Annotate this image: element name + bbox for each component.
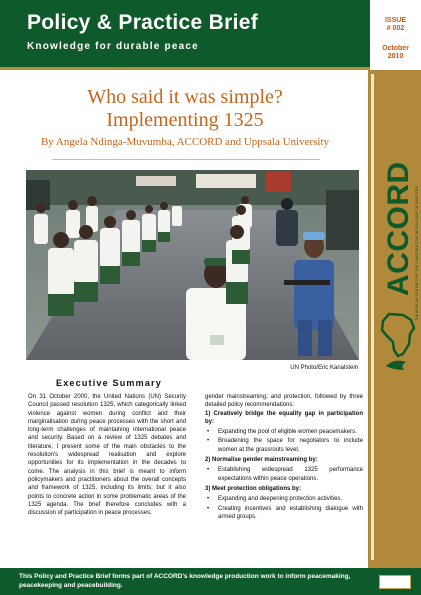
africa-map-icon (382, 314, 414, 356)
recommendation-2-heading: 2) Normalise gender mainstreaming by: (205, 457, 318, 464)
issue-label: ISSUE (384, 17, 406, 24)
dove-icon (386, 361, 406, 370)
issue-year: 2010 (387, 53, 404, 60)
issue-date (370, 45, 421, 61)
footer-text: This Policy and Practice Brief forms part of ACCORD's knowledge production work to inform peacemaking, peacekeeping and peacebuilding. (19, 573, 351, 589)
list-item: • Establishing widespread 1325 performance expectations within peace operations. (205, 466, 363, 483)
recommendation-3-heading: 3) Meet protection obligations by: (205, 485, 302, 492)
summary-intro: gender mainstreaming; and protection, followed by three detailed policy recommendations: (205, 394, 363, 409)
issue-box (370, 0, 421, 70)
author-divider (52, 159, 320, 160)
executive-summary-heading: Executive Summary (56, 378, 162, 388)
recommendation-2-list (205, 466, 363, 483)
footer-bar (0, 568, 421, 595)
issue-info (370, 17, 421, 33)
masthead (0, 0, 370, 70)
accord-tagline-text: THE AFRICAN CENTRE FOR THE CONSTRUCTIVE RESOLUTION OF DISPUTES (415, 186, 419, 321)
article-title-line2: Implementing 1325 (106, 109, 264, 131)
masthead-rule (0, 67, 370, 70)
article-title (0, 86, 370, 132)
recommendation-3-list (205, 495, 363, 521)
issue-number: # 002 (386, 25, 405, 32)
partner-logo (379, 575, 411, 589)
list-item: • Creating incentives and establishing dialogue with armed groups. (205, 505, 363, 522)
list-item: • Expanding the pool of eligible women peacemakers. (205, 428, 363, 436)
accord-sidebar (368, 70, 421, 570)
article-author: By Angela Ndinga-Muvumba, ACCORD and Uppsala University (40, 136, 330, 148)
list-item: • Broadening the space for negotiators to include women at the grassroots level. (205, 437, 363, 454)
photo-credit: UN Photo/Eric Kanalstein (290, 365, 358, 371)
issue-month: October (382, 45, 409, 52)
cover-photo (26, 170, 359, 360)
accord-logo (374, 76, 421, 556)
recommendation-1-list (205, 428, 363, 454)
article-title-line1: Who said it was simple? (87, 86, 283, 108)
summary-left-column (28, 393, 186, 517)
summary-paragraph: On 31 October 2000, the United Nations (UN) Security Council passed resolution 1325, which categorically linked violence against women during conflict and their marginalisation during peace processes with the short and long-term challenges of maintaining international peace and security. Based on a review of 1325 debates and literature, I present some of the main obstacles to the resolution's widespread realisation and explore opportunities for its implementation in the decades to come. The analysis in this brief is meant to inform policymakers and practitioners about the overall concepts and framework of 1325, including its limits; but it also points to concrete action in some problematic areas of the 1325 agenda. The brief therefore concludes with a discussion of participation in peace processes; (28, 394, 186, 517)
list-item: • Expanding and deepening protection activities. (205, 495, 363, 503)
accord-brand-text: ACCORD (382, 161, 415, 296)
parade-photo-illustration (26, 170, 359, 360)
summary-right-column (205, 393, 363, 523)
publication-subtitle: Knowledge for durable peace (27, 41, 199, 52)
publication-title: Policy & Practice Brief (27, 11, 258, 34)
recommendation-1-heading: 1) Creatively bridge the equality gap in participation by: (205, 410, 363, 425)
